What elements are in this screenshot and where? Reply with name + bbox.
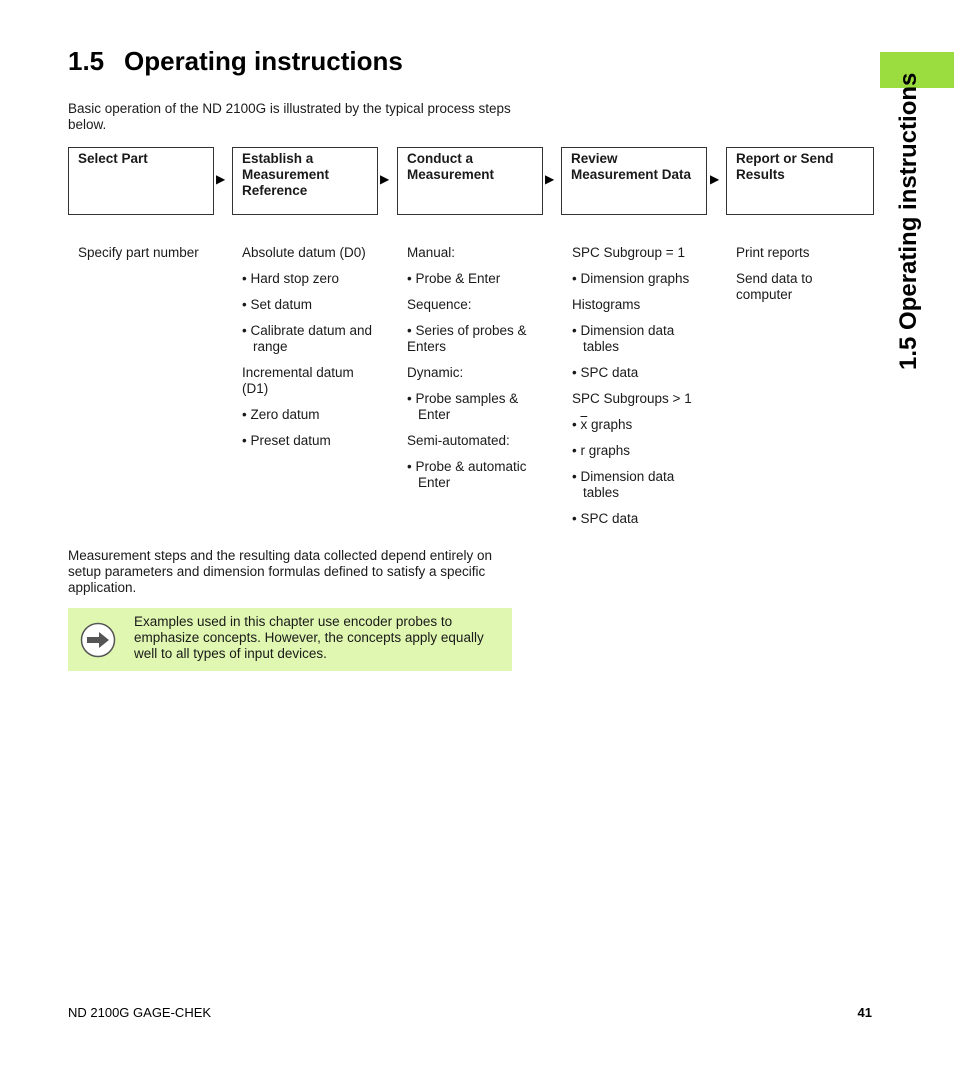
flow-arrow-4: ▶ bbox=[710, 172, 720, 186]
column-select-part bbox=[78, 245, 226, 261]
list-item: Incremental datum (D1) bbox=[242, 365, 354, 396]
list-item: SPC Subgroups > 1 bbox=[572, 391, 692, 406]
list-item: Sequence: bbox=[407, 297, 472, 312]
column-review bbox=[572, 245, 712, 527]
list-item: Semi-automated: bbox=[407, 433, 510, 448]
note-text: Examples used in this chapter use encoder probes to emphasize concepts. However, the concepts apply equally well to all types of input devices. bbox=[134, 614, 484, 661]
page-number: 41 bbox=[857, 1005, 872, 1020]
intro-paragraph: Basic operation of the ND 2100G is illustrated by the typical process steps below. bbox=[68, 101, 511, 132]
list-item: • SPC data bbox=[572, 365, 639, 380]
step-select-part: Select Part bbox=[68, 147, 214, 215]
list-item: • Dimension graphs bbox=[572, 271, 690, 286]
list-item: • Probe samples & Enter bbox=[407, 391, 519, 422]
list-item: • Hard stop zero bbox=[242, 271, 340, 286]
page-title bbox=[68, 46, 403, 77]
flow-arrow-2: ▶ bbox=[380, 172, 390, 186]
list-item: Absolute datum (D0) bbox=[242, 245, 366, 260]
list-item: Specify part number bbox=[78, 245, 199, 260]
section-title: Operating instructions bbox=[124, 46, 403, 76]
list-item: Histograms bbox=[572, 297, 641, 312]
list-item: • Dimension data tables bbox=[572, 469, 675, 500]
step-report-results: Report or Send Results bbox=[726, 147, 874, 215]
outro-paragraph: Measurement steps and the resulting data collected depend entirely on setup parameters and dimension formulas defined to satisfy a specific application. bbox=[68, 548, 493, 595]
step-conduct-measurement: Conduct a Measurement bbox=[397, 147, 543, 215]
list-item: • Dimension data tables bbox=[572, 323, 675, 354]
list-item: • r graphs bbox=[572, 443, 631, 458]
list-item: • Probe & automatic Enter bbox=[407, 459, 527, 490]
list-item: • SPC data bbox=[572, 511, 639, 526]
column-measurement bbox=[407, 245, 537, 491]
flow-arrow-3: ▶ bbox=[545, 172, 555, 186]
footer-product-name: ND 2100G GAGE-CHEK bbox=[68, 1005, 212, 1020]
step-review-data: Review Measurement Data bbox=[561, 147, 707, 215]
column-report bbox=[736, 245, 856, 303]
list-item: • Set datum bbox=[242, 297, 313, 312]
list-item: • Calibrate datum and range bbox=[242, 323, 373, 354]
arrow-right-circle-icon bbox=[80, 622, 116, 658]
step-establish-reference: Establish a Measurement Reference bbox=[232, 147, 378, 215]
flow-arrow-1: ▶ bbox=[216, 172, 226, 186]
list-item: Print reports bbox=[736, 245, 810, 260]
section-number: 1.5 bbox=[68, 46, 105, 76]
xbar-graphs-label: graphs bbox=[587, 417, 633, 432]
note-box bbox=[68, 608, 512, 671]
list-item: • Zero datum bbox=[242, 407, 320, 422]
column-reference bbox=[242, 245, 374, 449]
side-section-title: 1.5 Operating instructions bbox=[895, 72, 922, 370]
list-item: Manual: bbox=[407, 245, 456, 260]
list-item: • Preset datum bbox=[242, 433, 331, 448]
list-item: SPC Subgroup = 1 bbox=[572, 245, 685, 260]
list-item-xbar-graphs: • $\overline{x}$ graphs bbox=[572, 417, 633, 432]
xbar-symbol: $\overline{x}$ bbox=[580, 417, 588, 432]
list-item: • Probe & Enter bbox=[407, 271, 501, 286]
list-item: • Series of probes & Enters bbox=[407, 323, 527, 354]
list-item: Send data to computer bbox=[736, 271, 813, 302]
list-item: Dynamic: bbox=[407, 365, 464, 380]
